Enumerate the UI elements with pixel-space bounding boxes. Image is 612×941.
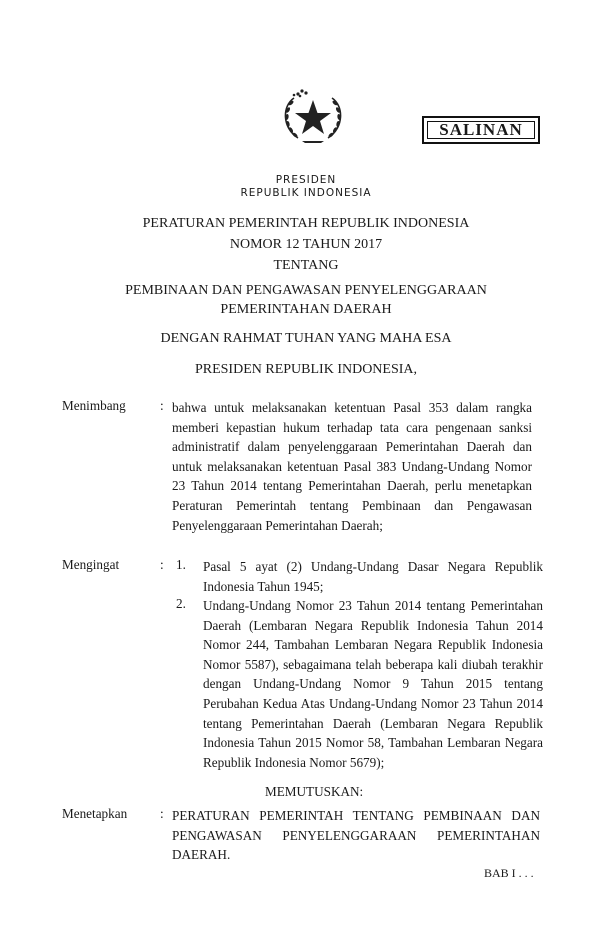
office-subtitle: REPUBLIK INDONESIA [240,187,372,199]
regulation-subject-line1: PEMBINAAN DAN PENGAWASAN PENYELENGGARAAN [125,283,487,298]
presidential-seal-icon [272,86,354,146]
regulation-subject-line2: PEMERINTAHAN DAERAH [220,302,392,317]
copy-stamp-label: SALINAN [427,121,535,139]
menetapkan-label: Menetapkan [62,806,128,821]
mengingat-item-number: 1. [176,557,186,572]
menetapkan-colon: : [160,806,164,821]
regulation-title: PERATURAN PEMERINTAH REPUBLIK INDONESIA [142,216,470,231]
mengingat-label: Mengingat [62,557,120,572]
menimbang-label: Menimbang [62,398,126,413]
mengingat-item: Pasal 5 ayat (2) Undang-Undang Dasar Negara Republik Indonesia Tahun 1945; [203,559,543,594]
next-page-marker: BAB I . . . [484,866,534,880]
mengingat-item-number: 2. [176,596,186,611]
mengingat-colon: : [160,557,164,572]
president-line: PRESIDEN REPUBLIK INDONESIA, [194,362,418,377]
menimbang-colon: : [160,398,164,413]
menetapkan-text: PERATURAN PEMERINTAH TENTANG PEMBINAAN DAN PENGAWASAN PENYELENGGARAAN PEMERINTAHAN DAERAH. [172,808,540,863]
regulation-number: NOMOR 12 TAHUN 2017 [229,237,383,252]
blessing-line: DENGAN RAHMAT TUHAN YANG MAHA ESA [160,331,452,346]
copy-stamp [422,116,540,144]
decision-heading: MEMUTUSKAN: [265,784,364,799]
mengingat-item: Undang-Undang Nomor 23 Tahun 2014 tentang Pemerintahan Daerah (Lembaran Negara Republik Indonesia Tahun 2014 Nomor 244, Tambahan Lembaran Negara Republik Indonesia Nomor 5587), sebagaimana telah beberapa kali diubah terakhir dengan Undang-Undang Nomor 9 Tahun 2015 tentang Perubahan Kedua Atas Undang-Undang Nomor 23 Tahun 2014 tentang Pemerintahan Daerah (Lembaran Negara Republik Indonesia Tahun 2015 Nomor 58, Tambahan Lembaran Negara Republik Indonesia Nomor 5679); [203,598,543,770]
menimbang-text: bahwa untuk melaksanakan ketentuan Pasal 353 dalam rangka memberi kepastian hukum terhadap tata cara pengenaan sanksi administratif dalam penyelenggaraan Pemerintahan Daerah dan untuk melaksanakan ketentuan Pasal 383 Undang-Undang Nomor 23 Tahun 2014 tentang Pemerintahan Daerah, perlu menetapkan Peraturan Pemerintah tentang Pembinaan dan Pengawasan Penyelenggaraan Pemerintahan Daerah; [172,400,532,533]
regulation-about: TENTANG [273,258,339,273]
office-title: PRESIDEN [275,174,337,186]
